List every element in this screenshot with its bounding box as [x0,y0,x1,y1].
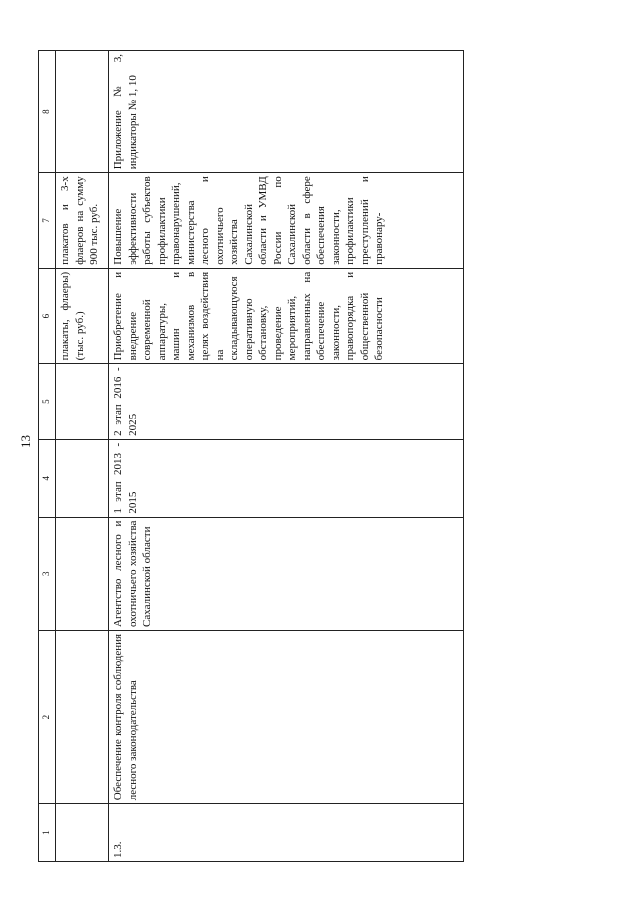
col-header-8: 8 [39,51,56,173]
stage-1: 1 этап 2013 - 2015 [109,439,464,517]
row-number: 1.3. [109,804,464,862]
col-header-2: 2 [39,630,56,803]
col-header-7: 7 [39,173,56,269]
col-header-6: 6 [39,268,56,364]
cont-cell-8 [56,51,109,173]
col-header-4: 4 [39,439,56,517]
expected-result: Повышение эффективности работы субъектов профилактики правонарушений, министерства лесного и охотничьего хозяйства Сахалинской области и УМВД России по Сахалинской области в сфере обеспечения законности, профилактики преступлений и правонару- [109,173,464,269]
table-row [109,51,464,862]
indicator-link: Приложение № 3, индикаторы № 1, 10 [109,51,464,173]
program-table [38,50,464,862]
page-number: 13 [18,435,33,448]
col-header-1: 1 [39,804,56,862]
cont-cell-2 [56,630,109,803]
cont-cell-1 [56,804,109,862]
col-header-3: 3 [39,517,56,630]
actions: Приобретение и внедрение современной аппаратуры, машин и механизмов в целях воздействия на складывающуюся оперативную обстановку, проведение мероприятий, направленных на обеспечение законности, правопорядка и общественной безопасности [109,268,464,364]
cont-cell-4 [56,439,109,517]
executor: Агентство лесного и охотничьего хозяйства Сахалинской области [109,517,464,630]
cont-cell-5 [56,364,109,440]
cont-cell-result: плакатов и 3-х флаеров на сумму 900 тыс. руб. [56,173,109,269]
rotated-table-page [38,50,610,862]
column-number-row [39,51,56,862]
cont-cell-actions: плакаты, флаеры) (тыс. руб.) [56,268,109,364]
stage-2: 2 этап 2016 - 2025 [109,364,464,440]
measure-name: Обеспечение контроля соблюдения лесного законодательства [109,630,464,803]
continuation-row [56,51,109,862]
col-header-5: 5 [39,364,56,440]
cont-cell-3 [56,517,109,630]
